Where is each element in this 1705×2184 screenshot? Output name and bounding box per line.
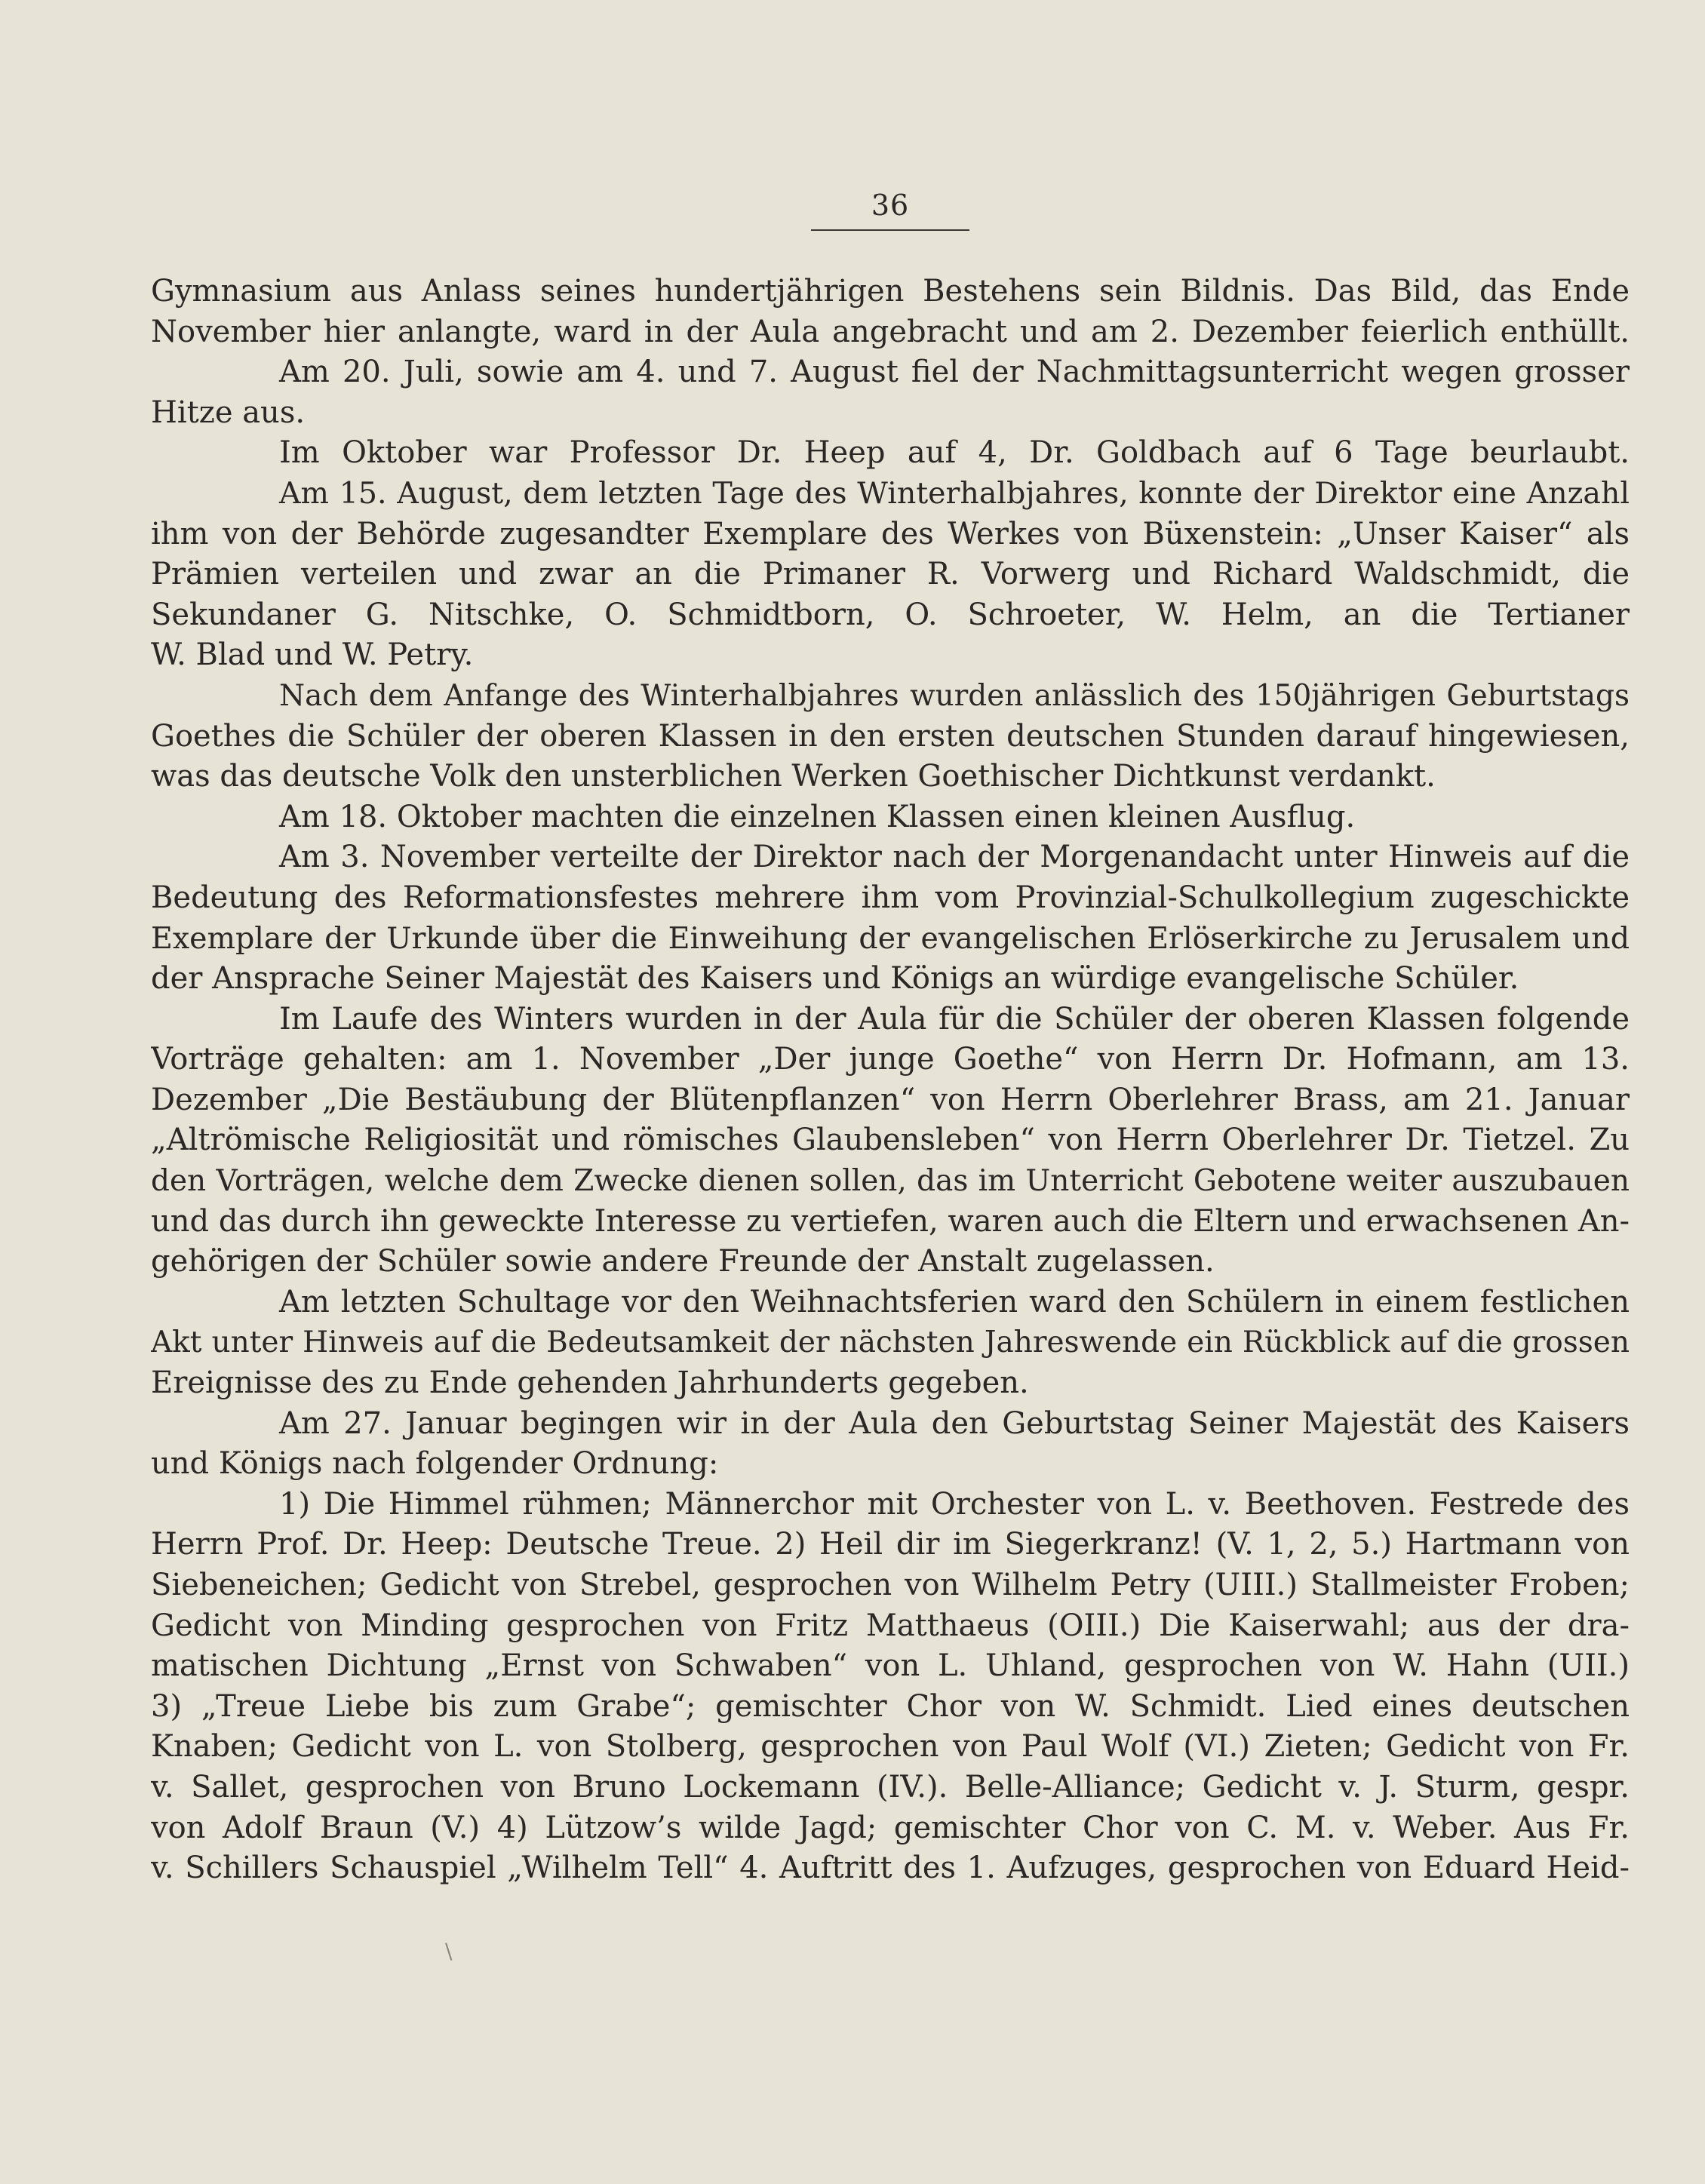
text-line: was das deutsche Volk den unsterblichen Werken Goethischer Dichtkunst verdankt. — [151, 759, 1436, 794]
text-line: Am 3. November verteilte der Direktor nach der Morgenandacht unter Hinweis auf die — [279, 840, 1630, 875]
body-text — [151, 272, 1630, 1889]
text-line: Hitze aus. — [151, 395, 306, 430]
text-line: Siebeneichen; Gedicht von Strebel, gesprochen von Wilhelm Petry (UIII.) Stallmeister Froben; — [151, 1568, 1630, 1602]
text-line: Vorträge gehalten: am 1. November „Der junge Goethe“ von Herrn Dr. Hofmann, am 13. — [151, 1042, 1630, 1077]
text-line: Im Oktober war Professor Dr. Heep auf 4, Dr. Goldbach auf 6 Tage beurlaubt. — [279, 435, 1630, 471]
text-line: Sekundaner G. Nitschke, O. Schmidtborn, O. Schroeter, W. Helm, an die Tertianer — [151, 597, 1630, 632]
text-line: Exemplare der Urkunde über die Einweihung der evangelischen Erlöserkirche zu Jerusalem und — [151, 920, 1630, 956]
text-line: v. Sallet, gesprochen von Bruno Lockemann (IV.). Belle-Alliance; Gedicht v. J. Sturm, gespr. — [151, 1769, 1630, 1805]
text-line: 3) „Treue Liebe bis zum Grabe“; gemischter Chor von W. Schmidt. Lied eines deutschen — [151, 1688, 1630, 1724]
text-line: Gymnasium aus Anlass seines hundertjährigen Bestehens sein Bildnis. Das Bild, das Ende — [151, 274, 1630, 309]
text-line: Am letzten Schultage vor den Weihnachtsferien ward den Schülern in einem festlichen — [279, 1284, 1630, 1319]
text-line: und das durch ihn geweckte Interesse zu vertiefen, waren auch die Eltern und erwachsenen An- — [151, 1203, 1630, 1239]
text-line: Herrn Prof. Dr. Heep: Deutsche Treue. 2) Heil dir im Siegerkranz! (V. 1, 2, 5.) Hartmann von — [151, 1527, 1630, 1562]
text-line: Am 18. Oktober machten die einzelnen Klassen einen kleinen Ausflug. — [279, 799, 1356, 834]
text-line: gehörigen der Schüler sowie andere Freunde der Anstalt zugelassen. — [151, 1244, 1215, 1279]
text-line: „Altrömische Religiosität und römisches Glaubensleben“ von Herrn Oberlehrer Dr. Tietzel. Zu — [151, 1123, 1630, 1158]
text-line: November hier anlangte, ward in der Aula angebracht und am 2. Dezember feierlich enthüllt. — [151, 314, 1630, 349]
text-line: Im Laufe des Winters wurden in der Aula für die Schüler der oberen Klassen folgende — [279, 1001, 1630, 1037]
text-line: Am 27. Januar begingen wir in der Aula den Geburtstag Seiner Majestät des Kaisers — [279, 1405, 1630, 1441]
text-line: Gedicht von Minding gesprochen von Fritz Matthaeus (OIII.) Die Kaiserwahl; aus der dra- — [151, 1608, 1630, 1643]
scan-speck: \ — [445, 1939, 453, 1964]
text-line: Knaben; Gedicht von L. von Stolberg, gesprochen von Paul Wolf (VI.) Zieten; Gedicht von Fr. — [151, 1729, 1630, 1765]
text-line: 1) Die Himmel rühmen; Männerchor mit Orchester von L. v. Beethoven. Festrede des — [279, 1486, 1630, 1522]
text-line: Am 15. August, dem letzten Tage des Winterhalbjahres, konnte der Direktor eine Anzahl — [279, 475, 1630, 511]
text-line: und Königs nach folgender Ordnung: — [151, 1446, 719, 1482]
page-number: 36 — [871, 189, 910, 222]
text-line: Prämien verteilen und zwar an die Primaner R. Vorwerg und Richard Waldschmidt, die — [151, 557, 1630, 592]
text-line: Nach dem Anfange des Winterhalbjahres wurden anlässlich des 150jährigen Geburtstags — [279, 678, 1630, 713]
text-line: ihm von der Behörde zugesandter Exemplare des Werkes von Büxenstein: „Unser Kaiser“ als — [151, 516, 1630, 551]
text-line: Ereignisse des zu Ende gehenden Jahrhunderts gegeben. — [151, 1365, 1029, 1401]
text-line: den Vorträgen, welche dem Zwecke dienen sollen, das im Unterricht Gebotene weiter auszubauen — [151, 1164, 1630, 1199]
text-line: von Adolf Braun (V.) 4) Lützow’s wilde Jagd; gemischter Chor von C. M. v. Weber. Aus Fr. — [151, 1810, 1630, 1845]
text-line: der Ansprache Seiner Majestät des Kaisers und Königs an würdige evangelische Schüler. — [151, 961, 1519, 997]
text-line: Goethes die Schüler der oberen Klassen in den ersten deutschen Stunden darauf hingewiesen, — [151, 718, 1630, 754]
text-line: matischen Dichtung „Ernst von Schwaben“ von L. Uhland, gesprochen von W. Hahn (UII.) — [151, 1648, 1630, 1684]
text-line: W. Blad und W. Petry. — [151, 637, 474, 673]
text-line: Akt unter Hinweis auf die Bedeutsamkeit der nächsten Jahreswende ein Rückblick auf die grossen — [151, 1325, 1630, 1360]
text-line: v. Schillers Schauspiel „Wilhelm Tell“ 4. Auftritt des 1. Aufzuges, gesprochen von Eduard Heid- — [151, 1851, 1630, 1886]
header-rule — [811, 229, 969, 231]
text-line: Am 20. Juli, sowie am 4. und 7. August fiel der Nachmittagsunterricht wegen grosser — [279, 355, 1630, 390]
text-line: Dezember „Die Bestäubung der Blütenpflanzen“ von Herrn Oberlehrer Brass, am 21. Januar — [151, 1082, 1630, 1117]
text-line: Bedeutung des Reformationsfestes mehrere ihm vom Provinzial-Schulkollegium zugeschickte — [151, 880, 1630, 915]
